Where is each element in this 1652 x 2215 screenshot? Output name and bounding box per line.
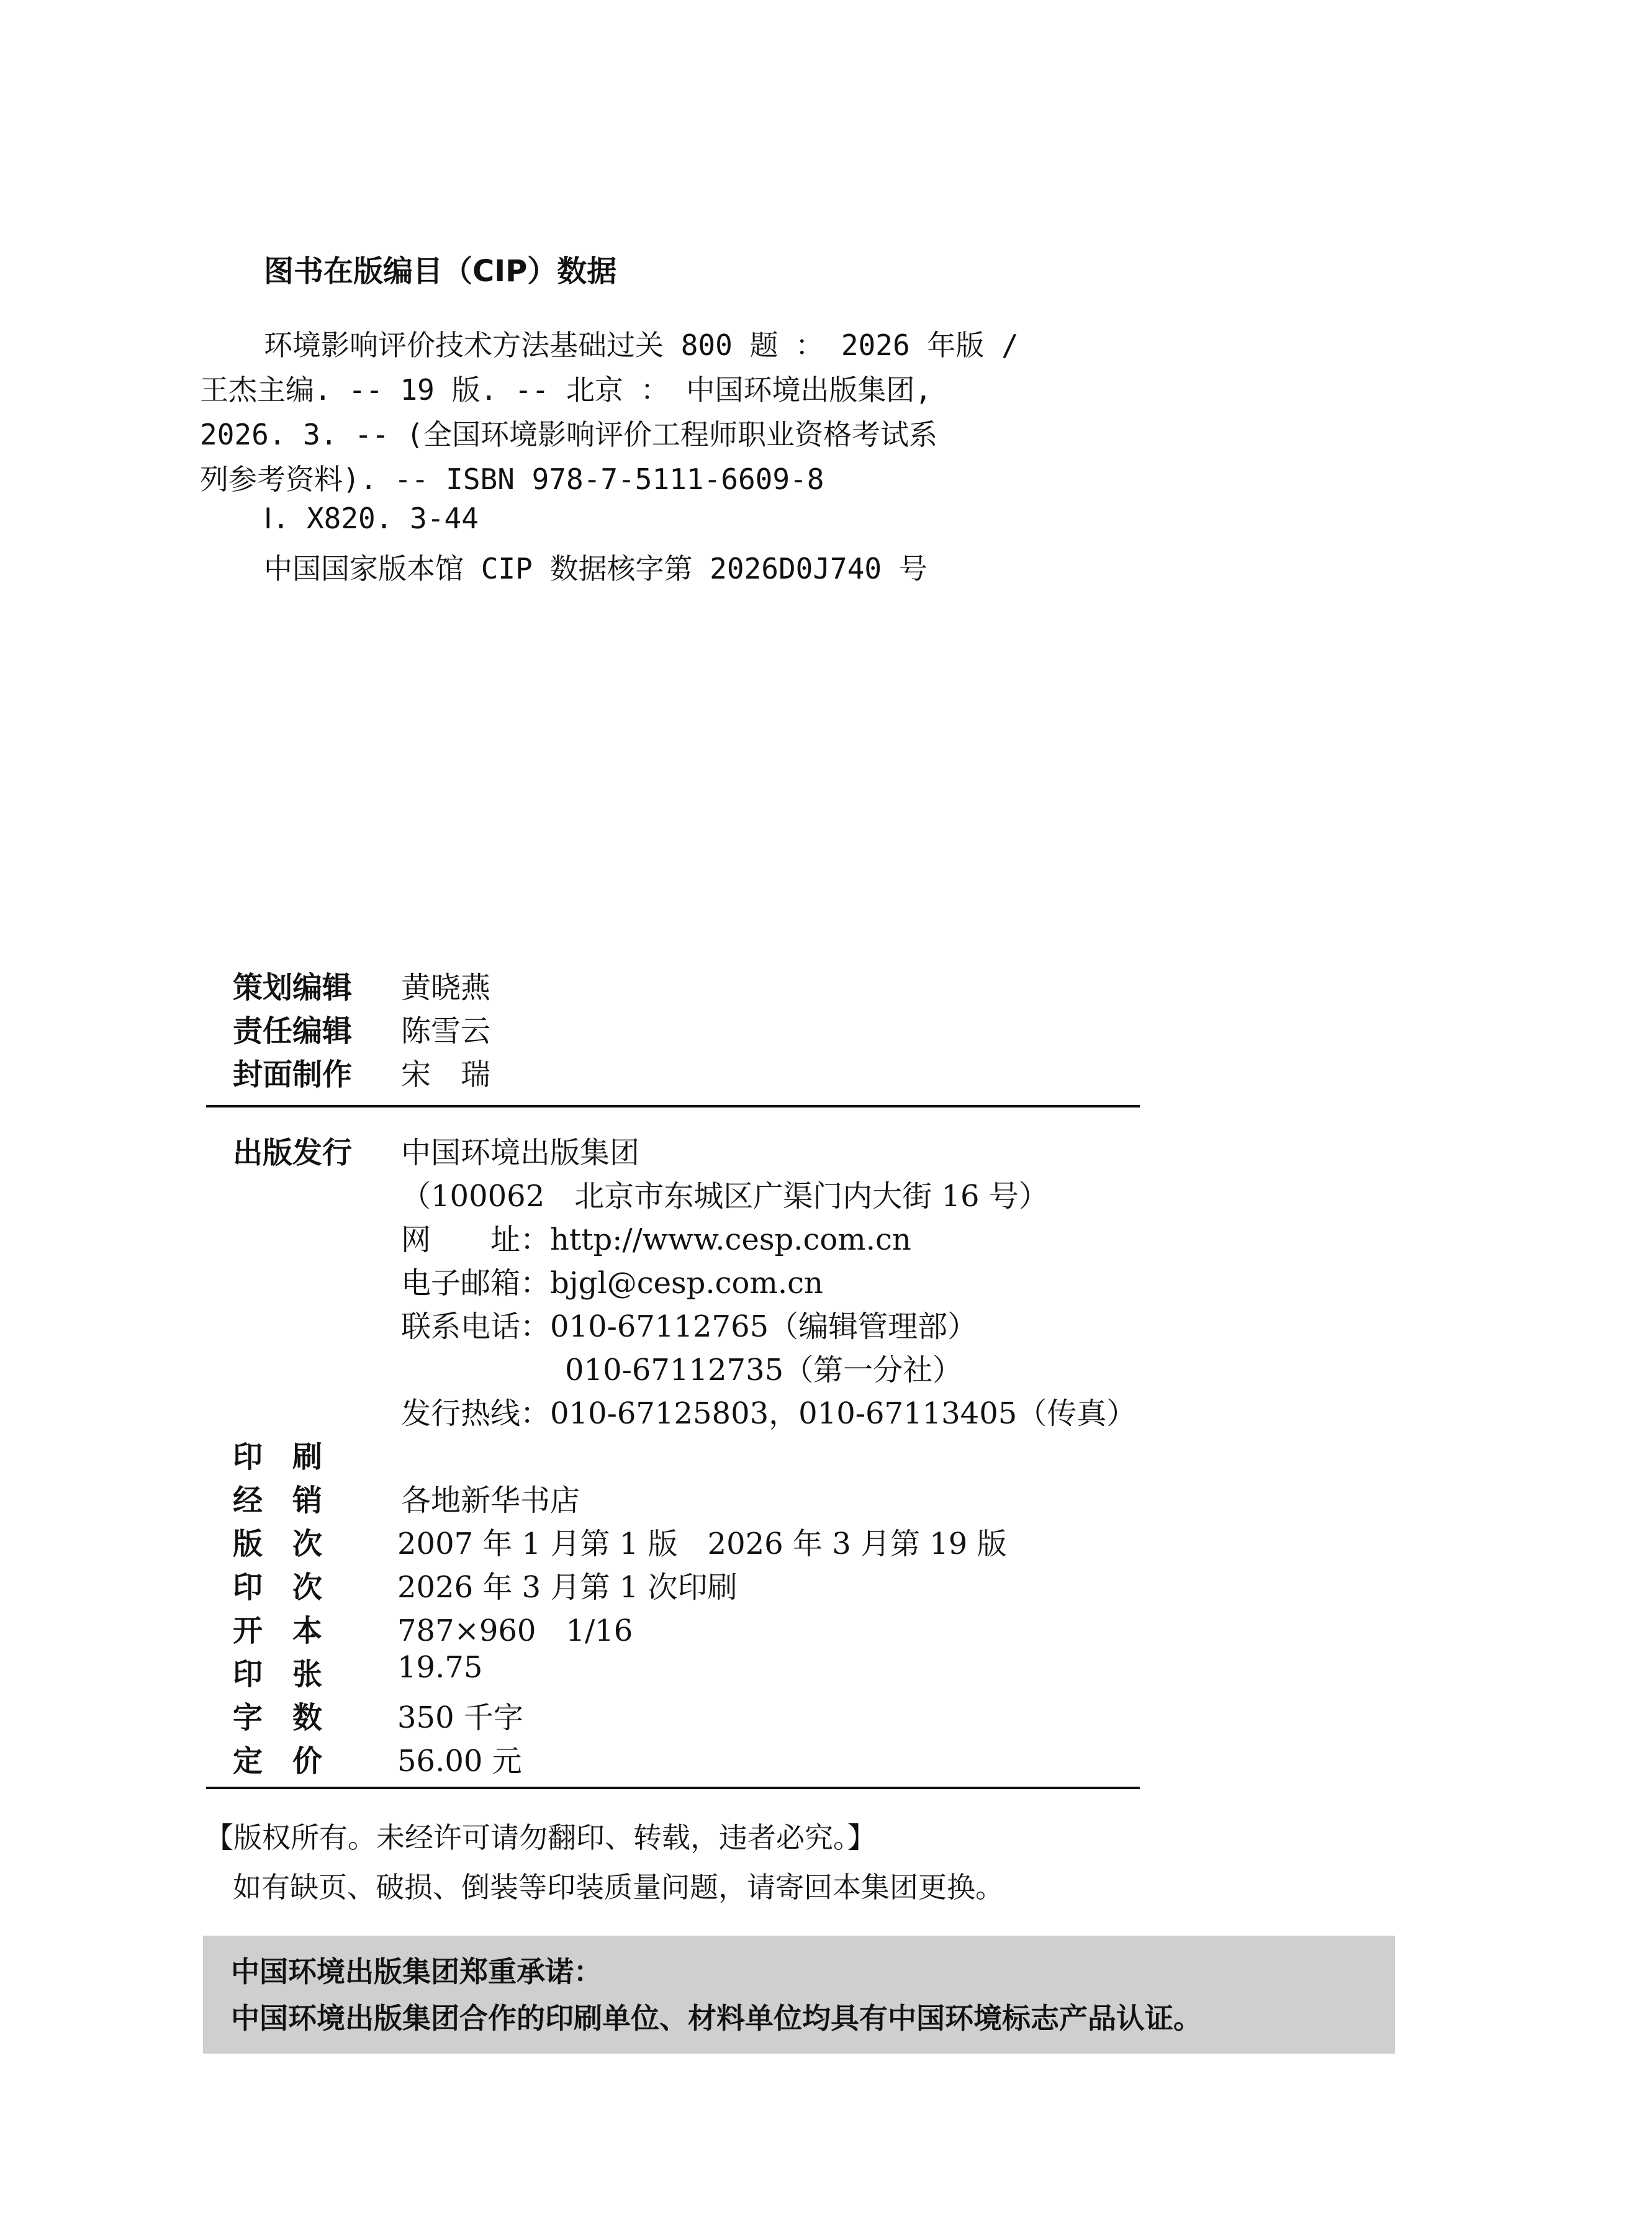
planning-editor-value: 黄晓燕 — [401, 970, 491, 1005]
publisher-name: 中国环境出版集团 — [401, 1135, 640, 1170]
edition-value: 2007 年 1 月第 1 版 2026 年 3 月第 19 版 — [397, 1527, 1007, 1561]
cip-title: 图书在版编目（CIP）数据 — [264, 254, 617, 289]
copyright-notice: 【版权所有。未经许可请勿翻印、转载，违者必究。】 — [205, 1821, 876, 1854]
format-value: 787×960 1/16 — [397, 1613, 633, 1648]
price-value: 56.00 元 — [397, 1744, 522, 1779]
format-label: 开 本 — [233, 1613, 323, 1648]
cover-design-label: 封面制作 — [233, 1057, 353, 1092]
price-label: 定 价 — [233, 1744, 323, 1779]
word-count-value: 350 千字 — [397, 1700, 523, 1735]
cover-design-value: 宋 瑞 — [401, 1057, 491, 1092]
distribution-value: 各地新华书店 — [401, 1483, 580, 1518]
sheets-label: 印 张 — [233, 1657, 323, 1692]
responsible-editor-label: 责任编辑 — [233, 1014, 353, 1049]
distribution-label: 经 销 — [233, 1483, 323, 1518]
cip-line-book-title: 环境影响评价技术方法基础过关 800 题 ： 2026 年版 / — [264, 328, 1019, 362]
publisher-phone-branch: 010-67112735（第一分社） — [565, 1353, 963, 1387]
cip-line-editor: 王杰主编. -- 19 版. -- 北京 ： 中国环境出版集团, — [200, 373, 932, 407]
publisher-website: 网 址：http://www.cesp.com.cn — [401, 1222, 911, 1257]
cip-line-classification: Ⅰ. X820. 3-44 — [264, 502, 479, 535]
publisher-hotline: 发行热线：010-67125803，010-67113405（传真） — [401, 1396, 1137, 1431]
publisher-email: 电子邮箱：bjgl@cesp.com.cn — [401, 1266, 823, 1301]
impression-label: 印 次 — [233, 1570, 323, 1605]
publisher-label: 出版发行 — [233, 1135, 353, 1170]
responsible-editor-value: 陈雪云 — [401, 1014, 491, 1049]
edition-label: 版 次 — [233, 1527, 323, 1561]
publisher-phone-editorial: 联系电话：010-67112765（编辑管理部） — [401, 1309, 978, 1344]
defect-notice: 如有缺页、破损、倒装等印装质量问题，请寄回本集团更换。 — [233, 1870, 1004, 1904]
promise-title: 中国环境出版集团郑重承诺： — [231, 1955, 602, 1988]
divider-top — [206, 1105, 1140, 1108]
promise-text: 中国环境出版集团合作的印刷单位、材料单位均具有中国环境标志产品认证。 — [231, 2001, 1202, 2035]
sheets-value: 19.75 — [397, 1650, 483, 1685]
cip-line-record-number: 中国国家版本馆 CIP 数据核字第 2026D0J740 号 — [264, 552, 928, 585]
planning-editor-label: 策划编辑 — [233, 970, 353, 1005]
word-count-label: 字 数 — [233, 1700, 323, 1735]
publisher-address: （100062 北京市东城区广渠门内大街 16 号） — [401, 1179, 1049, 1214]
impression-value: 2026 年 3 月第 1 次印刷 — [397, 1570, 738, 1605]
cip-line-isbn: 列参考资料). -- ISBN 978-7-5111-6609-8 — [200, 462, 824, 496]
cip-line-series: 2026. 3. -- (全国环境影响评价工程师职业资格考试系 — [200, 418, 938, 451]
printing-label: 印 刷 — [233, 1440, 323, 1474]
divider-bottom — [206, 1787, 1140, 1789]
